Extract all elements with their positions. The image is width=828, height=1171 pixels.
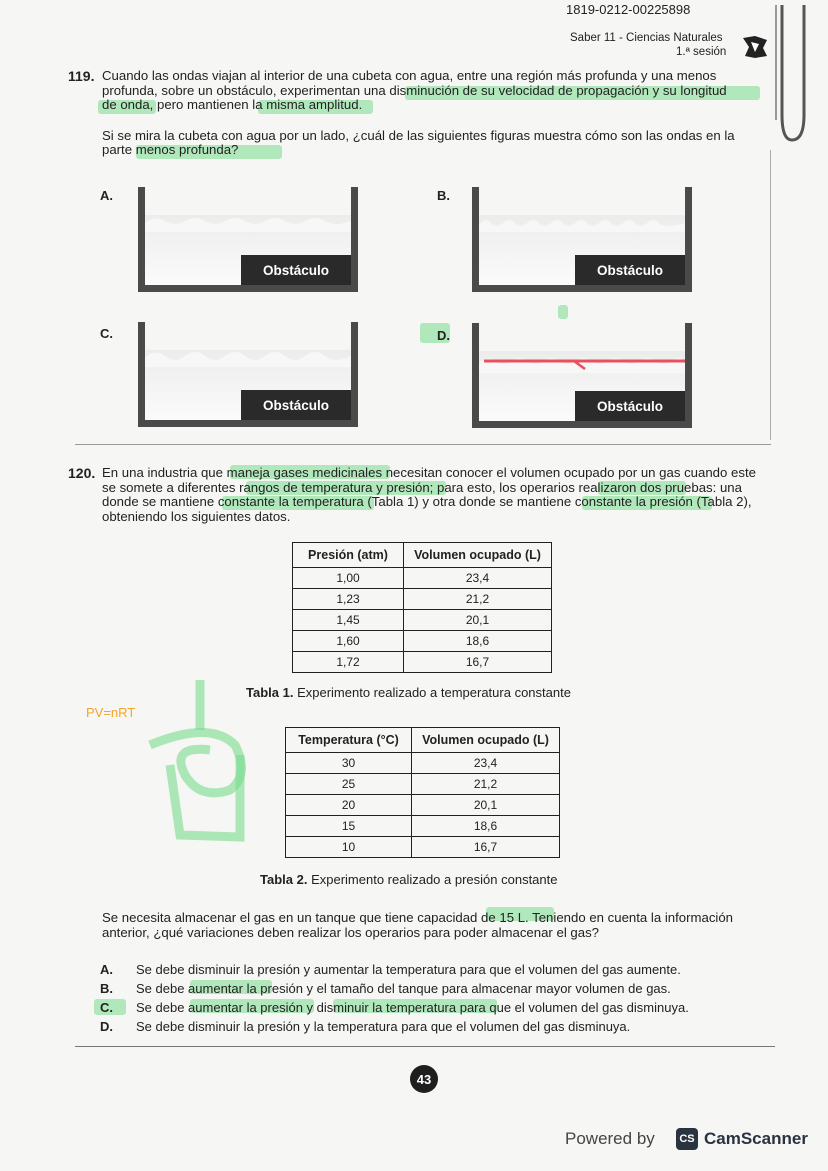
subject-title: Saber 11 - Ciencias Naturales bbox=[570, 32, 723, 44]
obstacle-label: Obstáculo bbox=[241, 255, 351, 285]
question-120-prompt1: Se necesita almacenar el gas en un tanque que tiene capacidad de 15 L. Teniendo en cuenta la información bbox=[102, 910, 734, 925]
table-2-caption: Tabla 2. Experimento realizado a presión constante bbox=[260, 872, 558, 887]
session-label: 1.ª sesión bbox=[676, 46, 727, 58]
table-row: 1,45 20,1 bbox=[293, 610, 552, 631]
option-c-figure[interactable] bbox=[138, 322, 358, 427]
answer-d-label: D. bbox=[100, 1019, 113, 1034]
powered-by-text: Powered by bbox=[565, 1129, 655, 1148]
camscanner-badge-icon: CS bbox=[676, 1128, 698, 1150]
table-2 bbox=[285, 727, 560, 858]
option-a-figure[interactable] bbox=[138, 187, 358, 292]
question-120-line3: donde se mantiene constante la temperatura (Tabla 1) y otra donde se mantiene constante la presión (Tabla 2), bbox=[102, 494, 752, 509]
bottom-rule bbox=[75, 1046, 775, 1047]
table-row: 15 18,6 bbox=[286, 816, 560, 837]
table-row: 1,00 23,4 bbox=[293, 568, 552, 589]
question-120-line2: se somete a diferentes rangos de temperatura y presión; para esto, los operarios realizaron dos pruebas: una bbox=[102, 480, 742, 495]
answer-b-label: B. bbox=[100, 981, 113, 996]
logo-icon bbox=[741, 34, 769, 60]
table-2-header: Temperatura (°C) bbox=[286, 728, 412, 753]
table-1-caption: Tabla 1. Experimento realizado a temperatura constante bbox=[246, 685, 571, 700]
table-row: 1,60 18,6 bbox=[293, 631, 552, 652]
answer-b[interactable] bbox=[100, 981, 671, 996]
document-code: 1819-0212-00225898 bbox=[566, 2, 691, 17]
page-number: 43 bbox=[410, 1065, 438, 1093]
table-2-header: Volumen ocupado (L) bbox=[412, 728, 560, 753]
camscanner-brand: CamScanner bbox=[704, 1129, 808, 1148]
highlight bbox=[558, 305, 568, 319]
option-c-label[interactable]: C. bbox=[100, 326, 113, 341]
answer-d[interactable] bbox=[100, 1019, 630, 1034]
question-120-number: 120. bbox=[68, 465, 96, 481]
option-b-label[interactable]: B. bbox=[437, 188, 450, 203]
answer-c-label: C. bbox=[100, 1000, 113, 1015]
answer-c-text: Se debe aumentar la presión y disminuir la temperatura para que el volumen del gas disminuya. bbox=[136, 1000, 689, 1015]
answer-a-label: A. bbox=[100, 962, 113, 977]
paper-clip-icon bbox=[770, 5, 810, 150]
highlighter-scribble bbox=[140, 675, 255, 850]
answer-a[interactable] bbox=[100, 962, 681, 977]
obstacle-label: Obstáculo bbox=[575, 255, 685, 285]
table-row: 1,72 16,7 bbox=[293, 652, 552, 673]
question-120-prompt2: anterior, ¿qué variaciones deben realizar los operarios para poder almacenar el gas? bbox=[102, 925, 600, 940]
table-row: 1,23 21,2 bbox=[293, 589, 552, 610]
option-d-label[interactable]: D. bbox=[437, 328, 450, 343]
table-row: 20 20,1 bbox=[286, 795, 560, 816]
option-d-figure[interactable] bbox=[472, 323, 692, 428]
right-border bbox=[770, 150, 771, 440]
option-a-label[interactable]: A. bbox=[100, 188, 113, 203]
answer-a-text: Se debe disminuir la presión y aumentar la temperatura para que el volumen del gas aumente. bbox=[136, 962, 681, 977]
table-1 bbox=[292, 542, 552, 673]
obstacle-label: Obstáculo bbox=[241, 390, 351, 420]
question-120-line4: obteniendo los siguientes datos. bbox=[102, 509, 291, 524]
table-row: 10 16,7 bbox=[286, 837, 560, 858]
table-1-header: Volumen ocupado (L) bbox=[404, 543, 552, 568]
question-119-line1: Cuando las ondas viajan al interior de una cubeta con agua, entre una región más profunda y una menos bbox=[102, 68, 717, 83]
question-119-line2: profunda, sobre un obstáculo, experimentan una disminución de su velocidad de propagación y su longitud bbox=[102, 83, 727, 98]
answer-b-text: Se debe aumentar la presión y el tamaño del tanque para almacenar mayor volumen de gas. bbox=[136, 981, 671, 996]
question-119-number: 119. bbox=[68, 68, 95, 84]
answer-d-text: Se debe disminuir la presión y la temperatura para que el volumen del gas disminuya. bbox=[136, 1019, 631, 1034]
table-row: 30 23,4 bbox=[286, 753, 560, 774]
question-120-line1: En una industria que maneja gases medicinales necesitan conocer el volumen ocupado por un gas cuando este bbox=[102, 465, 756, 480]
obstacle-label: Obstáculo bbox=[575, 391, 685, 421]
question-119-prompt2: parte menos profunda? bbox=[102, 142, 239, 157]
answer-c[interactable] bbox=[100, 1000, 689, 1015]
option-b-figure[interactable] bbox=[472, 187, 692, 292]
handwritten-note: PV=nRT bbox=[86, 705, 136, 720]
table-1-header: Presión (atm) bbox=[293, 543, 404, 568]
table-row: 25 21,2 bbox=[286, 774, 560, 795]
question-119-prompt1: Si se mira la cubeta con agua por un lado, ¿cuál de las siguientes figuras muestra cómo son las ondas en la bbox=[102, 128, 735, 143]
question-119-line3: de onda, pero mantienen la misma amplitud. bbox=[102, 97, 363, 112]
section-divider bbox=[75, 444, 771, 445]
